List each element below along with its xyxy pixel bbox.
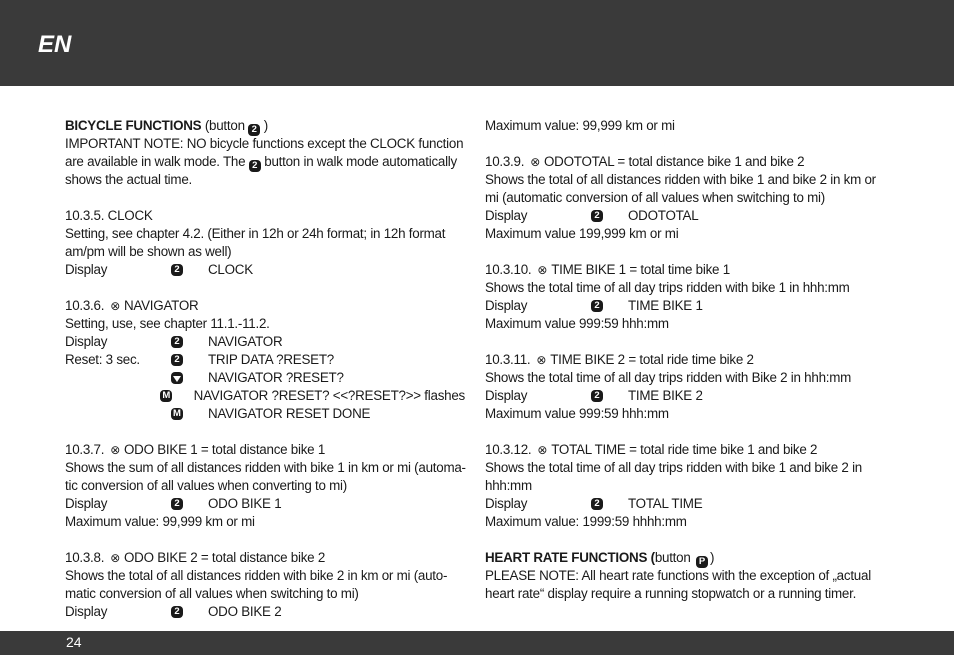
display-value: TIME BIKE 1	[628, 298, 703, 313]
odototal-display-row	[485, 207, 885, 225]
heart-rate-text-2: heart rate“ display require a running stopwatch or a running timer.	[485, 586, 857, 601]
bicycle-button-text: (button	[201, 118, 249, 133]
odototal-text-1: Shows the total of all distances ridden with bike 1 and bike 2 in km or	[485, 172, 876, 187]
clock-text-2: am/pm will be shown as well)	[65, 244, 232, 259]
odototal-text-2: mi (automatic conversion of all values when switching to mi)	[485, 190, 825, 205]
odototal-max: Maximum value 199,999 km or mi	[485, 226, 679, 241]
navigator-m2-row	[65, 405, 465, 423]
page-footer	[0, 631, 954, 655]
navigator-text: Setting, use, see chapter 11.1.-11.2.	[65, 316, 270, 331]
time-bike-1-display-row	[485, 297, 885, 315]
button-2-icon: 2	[591, 498, 603, 510]
time-bike-1-max: Maximum value 999:59 hhh:mm	[485, 316, 669, 331]
page-number: 24	[66, 634, 82, 650]
circled-x-icon: ⊗	[110, 299, 121, 313]
circled-x-icon: ⊗	[530, 155, 541, 169]
odototal-heading	[485, 153, 885, 171]
reset-value: TRIP DATA ?RESET?	[208, 352, 334, 367]
button-2-icon: 2	[171, 606, 183, 618]
total-time-heading	[485, 441, 885, 459]
display-label: Display	[485, 496, 528, 511]
important-note-line-3: shows the actual time.	[65, 172, 192, 187]
heart-rate-button-close: )	[710, 550, 715, 565]
heart-rate-heading	[485, 549, 885, 567]
total-time-max: Maximum value: 1999:59 hhhh:mm	[485, 514, 687, 529]
navigator-heading	[65, 297, 465, 315]
bicycle-button-close: )	[260, 118, 268, 133]
button-2-icon: 2	[171, 264, 183, 276]
reset-label: Reset: 3 sec.	[65, 352, 140, 367]
display-label: Display	[65, 262, 108, 277]
section-title: ODO BIKE 2 = total distance bike 2	[124, 550, 326, 565]
bicycle-functions-heading	[65, 117, 465, 135]
section-number: 10.3.11.	[485, 352, 531, 367]
time-bike-2-display-row	[485, 387, 885, 405]
section-title: TOTAL TIME = total ride time bike 1 and bike 2	[551, 442, 818, 457]
section-number: 10.3.6.	[65, 298, 105, 313]
odo-bike-1-text-1: Shows the sum of all distances ridden with bike 1 in km or mi (automa-	[65, 460, 466, 475]
odo-bike-2-text-2: matic conversion of all values when switching to mi)	[65, 586, 359, 601]
display-label: Display	[485, 388, 528, 403]
section-title: NAVIGATOR	[124, 298, 199, 313]
total-time-display-row	[485, 495, 885, 513]
display-label: Display	[65, 604, 108, 619]
display-label: Display	[485, 298, 528, 313]
page-header	[0, 0, 954, 86]
section-title: TIME BIKE 1 = total time bike 1	[551, 262, 730, 277]
down-value: NAVIGATOR ?RESET?	[208, 370, 344, 385]
navigator-m1-row	[65, 387, 465, 405]
time-bike-2-text: Shows the total time of all day trips ridden with Bike 2 in hhh:mm	[485, 370, 852, 385]
total-time-text-2: hhh:mm	[485, 478, 532, 493]
section-number: 10.3.10.	[485, 262, 532, 277]
display-value: NAVIGATOR	[208, 334, 283, 349]
circled-x-icon: ⊗	[110, 551, 121, 565]
display-value: ODO BIKE 1	[208, 496, 282, 511]
important-note-line-2	[65, 153, 465, 171]
odo-bike-1-max: Maximum value: 99,999 km or mi	[65, 514, 255, 529]
total-time-text-1: Shows the total time of all day trips ridden with bike 1 and bike 2 in	[485, 460, 862, 475]
bicycle-functions-title: BICYCLE FUNCTIONS	[65, 118, 202, 133]
button-2-icon: 2	[171, 498, 183, 510]
navigator-reset-row	[65, 351, 465, 369]
time-bike-2-heading	[485, 351, 885, 369]
odo-bike-1-display-row	[65, 495, 465, 513]
circled-x-icon: ⊗	[537, 263, 548, 277]
odo-bike-2-heading	[65, 549, 465, 567]
button-m-icon: M	[160, 390, 172, 402]
important-note-line-1: IMPORTANT NOTE: NO bicycle functions except the CLOCK function	[65, 136, 464, 151]
heart-rate-title: HEART RATE FUNCTIONS (	[485, 550, 655, 565]
odo-bike-1-text-2: tic conversion of all values when converting to mi)	[65, 478, 347, 493]
display-label: Display	[485, 208, 528, 223]
time-bike-1-heading	[485, 261, 885, 279]
circled-x-icon: ⊗	[110, 443, 121, 457]
clock-text-1: Setting, see chapter 4.2. (Either in 12h or 24h format; in 12h format	[65, 226, 446, 241]
section-number: 10.3.8.	[65, 550, 105, 565]
circled-x-icon: ⊗	[536, 353, 547, 367]
heart-rate-button-text: button	[654, 550, 695, 565]
display-value: ODOTOTAL	[628, 208, 699, 223]
important-note-part-a: are available in walk mode. The	[65, 154, 249, 169]
button-2-icon: 2	[591, 210, 603, 222]
right-column	[485, 117, 885, 603]
button-2-icon: 2	[248, 124, 260, 136]
display-value: CLOCK	[208, 262, 253, 277]
section-title: ODOTOTAL = total distance bike 1 and bike 2	[544, 154, 805, 169]
display-label: Display	[65, 334, 108, 349]
odo-bike-2-display-row	[65, 603, 465, 621]
section-title: TIME BIKE 2 = total ride time bike 2	[550, 352, 754, 367]
section-number: 10.3.12.	[485, 442, 532, 457]
display-value: ODO BIKE 2	[208, 604, 282, 619]
circled-x-icon: ⊗	[537, 443, 548, 457]
odo-bike-2-max: Maximum value: 99,999 km or mi	[485, 118, 675, 133]
heart-rate-text-1: PLEASE NOTE: All heart rate functions with the exception of „actual	[485, 568, 871, 583]
odo-bike-2-text-1: Shows the total of all distances ridden with bike 2 in km or mi (auto-	[65, 568, 448, 583]
section-number: 10.3.7.	[65, 442, 105, 457]
button-2-icon: 2	[591, 300, 603, 312]
time-bike-2-max: Maximum value 999:59 hhh:mm	[485, 406, 669, 421]
section-number: 10.3.9.	[485, 154, 525, 169]
left-column	[65, 117, 465, 621]
button-2-icon: 2	[171, 354, 183, 366]
odo-bike-1-heading	[65, 441, 465, 459]
time-bike-1-text: Shows the total time of all day trips ridden with bike 1 in hhh:mm	[485, 280, 850, 295]
navigator-display-row	[65, 333, 465, 351]
button-2-icon: 2	[591, 390, 603, 402]
navigator-down-row	[65, 369, 465, 387]
section-title: ODO BIKE 1 = total distance bike 1	[124, 442, 326, 457]
down-arrow-button-icon	[171, 372, 183, 384]
m1-value: NAVIGATOR ?RESET? <<?RESET?>> flashes	[193, 388, 465, 403]
important-note-part-b: button in walk mode automatically	[260, 154, 457, 169]
button-m-icon: M	[171, 408, 183, 420]
m2-value: NAVIGATOR RESET DONE	[208, 406, 371, 421]
button-2-icon: 2	[171, 336, 183, 348]
language-label: EN	[38, 31, 72, 58]
button-p-icon: P	[696, 556, 708, 568]
display-value: TIME BIKE 2	[628, 388, 703, 403]
display-label: Display	[65, 496, 108, 511]
clock-heading: 10.3.5. CLOCK	[65, 208, 153, 223]
button-2-icon: 2	[249, 160, 261, 172]
clock-display-row	[65, 261, 465, 279]
display-value: TOTAL TIME	[628, 496, 703, 511]
